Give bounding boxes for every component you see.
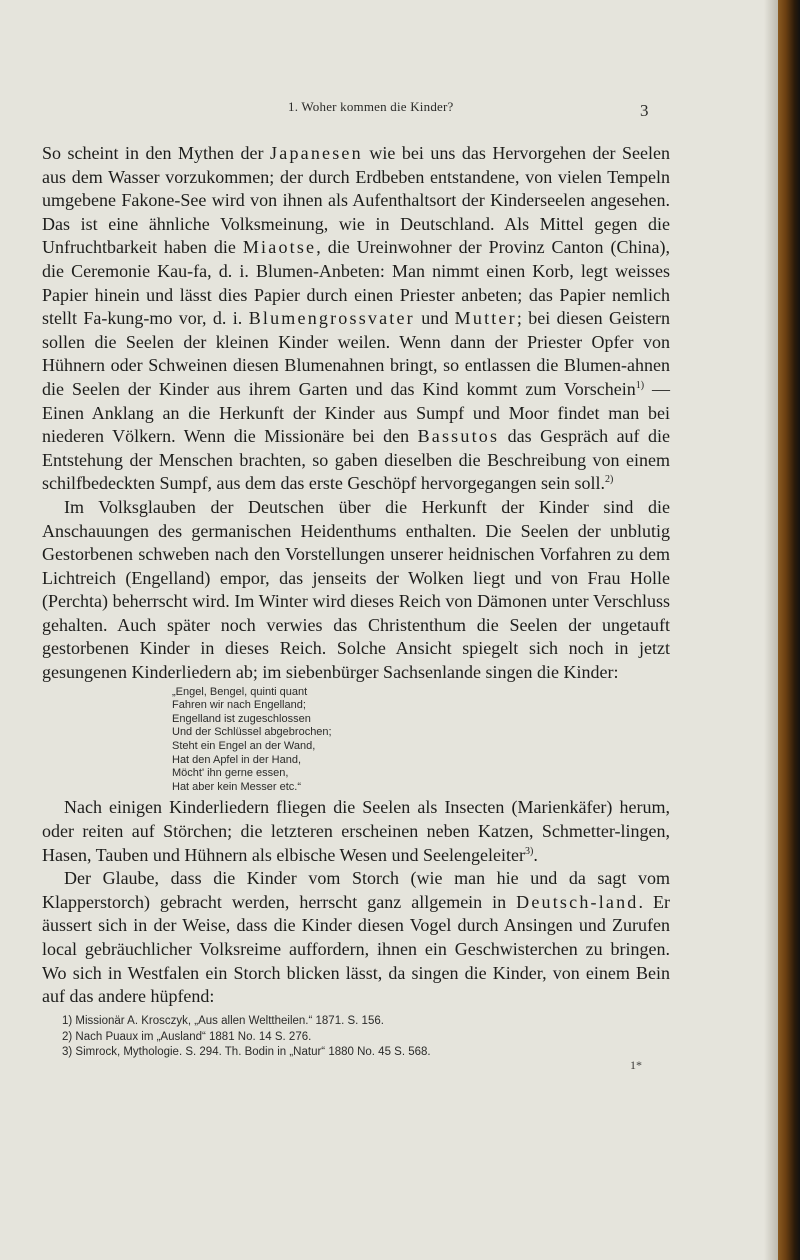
poem-line: Möcht' ihn gerne essen, (172, 767, 289, 780)
footnote-3: 3) Simrock, Mythologie. S. 294. Th. Bodin in „Natur“ 1880 No. 45 S. 568. (62, 1046, 431, 1058)
running-head: 1. Woher kommen die Kinder? (288, 99, 454, 114)
footnote-1: 1) Missionär A. Krosczyk, „Aus allen Welttheilen.“ 1871. S. 156. (62, 1015, 384, 1027)
page-edge-binding (778, 0, 800, 1260)
spaced-term: Blumengrossvater (248, 308, 415, 329)
paragraph-1: So scheint in den Mythen der Japanesen wie bei uns das Hervorgehen der Seelen aus dem Wasser vorzukommen; der durch Erdbeben entstandene, von vielen Tempeln umgebene Fakone-See wird von ihnen als Aufenthaltsort der Kinderseelen angesehen. Das ist eine ähnliche Volksmeinung, wie in Deutschland. Als Mittel gegen die Unfruchtbarkeit haben die Miaotse, die Ureinwohner der Provinz Canton (China), die Ceremonie Kau-fa, d. i. Blumen-Anbeten: Man nimmt einen Korb, legt weisses Papier hinein und lässt dies Papier durch einen Priester anbeten; das Papier nemlich stellt Fa-kung-mo vor, d. i. Blumengrossvater und Mutter; bei diesen Geistern sollen die Seelen der kleinen Kinder weilen. Wenn dann der Priester Opfer von Hühnern oder Schweinen diesen Blumenahnen bringt, so entlassen die Blumen-ahnen die Seelen der Kinder aus ihrem Garten und das Kind kommt zum Vorschein$^{1)}$ — Einen Anklang an die Herkunft der Kinder aus Sumpf und Moor findet man bei niederen Völkern. Wenn die Missionäre bei den Bassutos das Gespräch auf die Entstehung der Menschen brachten, so gaben dieselben die Beschreibung von einem schilfbedeckten Sumpf, aus dem das erste Geschöpf hervorgegangen sein soll.$^{2)}$ (42, 143, 671, 494)
body-text (42, 142, 670, 1009)
poem-line: Steht ein Engel an der Wand, (172, 740, 316, 753)
paragraph-2: Im Volksglauben der Deutschen über die Herkunft der Kinder sind die Anschauungen des germanischen Heidenthums enthalten. Die Seelen der unblutig Gestorbenen schweben nach den Vorstellungen unserer heidnischen Vorfahren zu dem Lichtreich (Engelland) empor, das jenseits der Wolken liegt und von Frau Holle (Perchta) beherrscht wird. Im Winter wird dieses Reich von Dämonen unter Verschluss gehalten. Auch später noch verwies das Christenthum die Seelen der ungetauft gestorbenen Kinder in dieses Reich. Solche Ansicht spiegelt sich noch in jetzt gesungenen Kinderliedern ab; im siebenbürger Sachsenlande singen die Kinder: (42, 496, 670, 683)
spaced-term: Japanesen (270, 143, 363, 163)
poem-line: Fahren wir nach Engelland; (172, 699, 306, 712)
page-number: 3 (640, 101, 649, 120)
poem-line: Engelland ist zugeschlossen (172, 712, 311, 725)
poem-line: Hat den Apfel in der Hand, (172, 753, 302, 766)
poem-line: Und der Schlüssel abgebrochen; (172, 726, 332, 739)
paragraph-3: Nach einigen Kinderliedern fliegen die Seelen als Insecten (Marienkäfer) herum, oder reiten auf Störchen; die letzteren erscheinen neben Katzen, Schmetter-lingen, Hasen, Tauben und Hühnern als elbische Wesen und Seelengeleiter$^{3)}$. (42, 797, 670, 865)
footnote-ref-2: 2) (605, 474, 614, 486)
page-header (0, 99, 660, 121)
printer-signature: 1* (630, 1058, 642, 1072)
spaced-term: Deutsch-land (516, 891, 639, 912)
paragraph-4: Der Glaube, dass die Kinder vom Storch (wie man hie und da sagt vom Klapperstorch) gebracht werden, herrscht ganz allgemein in Deutsch-land. Er äussert sich in der Weise, dass die Kinder diesen Vogel durch Ansingen und Zurufen local gebräuchlicher Volksreime auffordern, ihnen ein Geschwisterchen zu bringen. Wo sich in Westfalen ein Storch blicken lässt, da singen die Kinder, von einem Bein auf das andere hüpfend: (42, 868, 670, 1007)
spaced-term: Mutter (454, 308, 517, 329)
footnote-ref-3: 3) (524, 845, 534, 857)
spaced-term: Miaotse (242, 237, 317, 258)
footnote-2: 2) Nach Puaux im „Ausland“ 1881 No. 14 S. 276. (62, 1030, 312, 1043)
poem-line: Hat aber kein Messer etc.“ (172, 780, 301, 793)
binding-shadow (764, 0, 778, 1260)
poem-verse (172, 685, 670, 797)
footnote-ref-1: 1) (635, 379, 645, 391)
footnotes (62, 1014, 682, 1061)
poem-line: „Engel, Bengel, quinti quant (172, 685, 308, 698)
spaced-term: Bassutos (417, 426, 500, 447)
